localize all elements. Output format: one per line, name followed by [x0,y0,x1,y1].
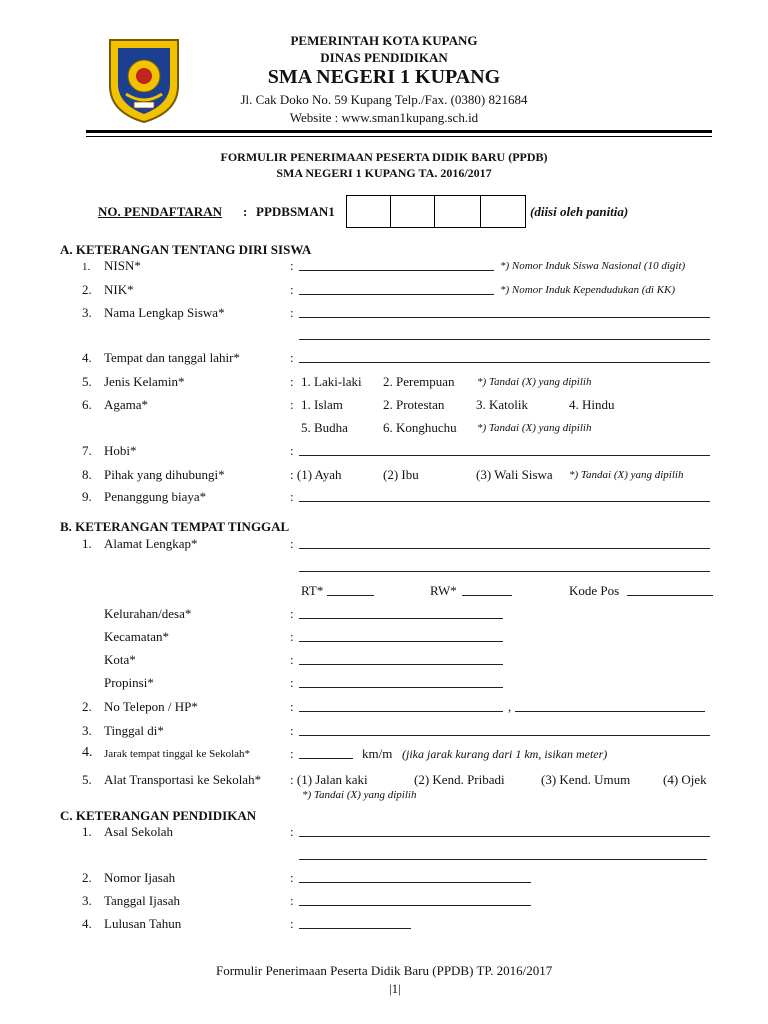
hp-field[interactable] [515,711,705,712]
form-subtitle: SMA NEGERI 1 KUPANG TA. 2016/2017 [276,166,492,180]
tgl-ijasah-number: 3. [82,893,92,908]
registration-note: (diisi oleh panitia) [530,204,629,219]
nik-number: 2. [82,282,92,297]
agama-option-islam[interactable]: 1. Islam [301,397,343,412]
tgl-ijasah-label: Tanggal Ijasah [104,893,180,908]
kodepos-field[interactable] [627,595,713,596]
registration-box-4[interactable] [480,195,526,228]
jarak-colon: : [290,746,294,761]
biaya-colon: : [290,489,294,504]
header-divider [86,130,712,133]
kelurahan-colon: : [290,606,294,621]
agama-label: Agama* [104,397,149,412]
alamat-field[interactable] [299,548,710,549]
ijasah-colon: : [290,870,294,885]
transport-option-umum[interactable]: (3) Kend. Umum [541,772,631,787]
hobi-colon: : [290,443,294,458]
asal-number: 1. [82,824,92,839]
pihak-label: Pihak yang dihubungi* [104,467,225,482]
ttl-field[interactable] [299,362,710,363]
telp-field[interactable] [299,711,503,712]
kecamatan-field[interactable] [299,641,503,642]
hobi-field[interactable] [299,455,710,456]
footer-text: Formulir Penerimaan Peserta Didik Baru (PPDB) TP. 2016/2017 [216,963,553,978]
agama-option-budha[interactable]: 5. Budha [301,420,348,435]
jk-label: Jenis Kelamin* [104,374,185,389]
hobi-number: 7. [82,443,92,458]
registration-prefix: PPDBSMAN1 [256,204,335,219]
telp-colon: : [290,699,294,714]
biaya-label: Penanggung biaya* [104,489,207,504]
rt-field[interactable] [327,595,374,596]
section-b-title: B. KETERANGAN TEMPAT TINGGAL [60,519,290,534]
nama-label: Nama Lengkap Siswa* [104,305,225,320]
agama-option-konghuchu[interactable]: 6. Konghuchu [383,420,457,435]
registration-label: NO. PENDAFTARAN [98,204,222,219]
jarak-number: 4. [82,745,93,760]
agama-colon: : [290,397,294,412]
kecamatan-colon: : [290,629,294,644]
jarak-note: (jika jarak kurang dari 1 km, isikan meter) [402,747,608,761]
lulus-label: Lulusan Tahun [104,916,182,931]
tinggal-label: Tinggal di* [104,723,164,738]
nama-field-2[interactable] [299,339,710,340]
school-website: Website : www.sman1kupang.sch.id [289,110,479,125]
ijasah-number: 2. [82,870,92,885]
tinggal-number: 3. [82,723,92,738]
registration-colon: : [243,204,248,219]
nik-colon: : [290,282,294,297]
propinsi-field[interactable] [299,687,503,688]
kelurahan-field[interactable] [299,618,503,619]
ttl-label: Tempat dan tanggal lahir* [104,350,240,365]
tinggal-colon: : [290,723,294,738]
lulus-field[interactable] [299,928,411,929]
tgl-ijasah-field[interactable] [299,905,531,906]
school-address: Jl. Cak Doko No. 59 Kupang Telp./Fax. (0380) 821684 [240,92,528,107]
jk-option-female[interactable]: 2. Perempuan [383,374,455,389]
jarak-label: Jarak tempat tinggal ke Sekolah* [104,748,251,760]
alamat-field-2[interactable] [299,571,710,572]
registration-box-1[interactable] [346,195,391,228]
asal-field-2[interactable] [299,859,707,860]
nisn-field[interactable] [299,270,494,271]
agama-option-hindu[interactable]: 4. Hindu [569,397,615,412]
kota-label: Kota* [104,652,136,667]
header-divider-thin [86,136,712,137]
agama-option-katolik[interactable]: 3. Katolik [476,397,528,412]
ijasah-label: Nomor Ijasah [104,870,176,885]
nisn-colon: : [290,258,294,273]
rt-label: RT* [301,583,324,598]
section-a-title: A. KETERANGAN TENTANG DIRI SISWA [60,242,312,257]
nik-note: *) Nomor Induk Kependudukan (di KK) [500,284,676,296]
nama-colon: : [290,305,294,320]
jarak-field[interactable] [299,758,353,759]
telp-label: No Telepon / HP* [104,699,198,714]
page-number: |1| [389,981,401,996]
registration-box-2[interactable] [390,195,435,228]
rw-field[interactable] [462,595,512,596]
transport-option-ojek[interactable]: (4) Ojek [663,772,707,787]
alamat-colon: : [290,536,294,551]
jk-number: 5. [82,374,92,389]
transport-label: Alat Transportasi ke Sekolah* [104,772,262,787]
kecamatan-label: Kecamatan* [104,629,169,644]
school-name: SMA NEGERI 1 KUPANG [267,66,501,88]
nama-number: 3. [82,305,92,320]
lulus-colon: : [290,916,294,931]
asal-label: Asal Sekolah [104,824,173,839]
form-title: FORMULIR PENERIMAAN PESERTA DIDIK BARU (PPDB) [220,150,548,164]
propinsi-label: Propinsi* [104,675,154,690]
kodepos-label: Kode Pos [569,583,620,598]
propinsi-colon: : [290,675,294,690]
transport-note: *) Tandai (X) yang dipilih [302,789,417,801]
transport-option-pribadi[interactable]: (2) Kend. Pribadi [414,772,505,787]
pihak-option-wali[interactable]: (3) Wali Siswa [476,467,553,482]
pihak-option-ayah[interactable]: : (1) Ayah [290,467,342,482]
nik-field[interactable] [299,294,494,295]
registration-box-3[interactable] [434,195,481,228]
ttl-colon: : [290,350,294,365]
nisn-number: 1. [82,261,91,273]
section-c-title: C. KETERANGAN PENDIDIKAN [60,808,257,823]
tgl-ijasah-colon: : [290,893,294,908]
kota-field[interactable] [299,664,503,665]
ttl-number: 4. [82,350,92,365]
hobi-label: Hobi* [104,443,137,458]
alamat-label: Alamat Lengkap* [104,536,198,551]
jk-note: *) Tandai (X) yang dipilih [477,376,592,388]
nisn-note: *) Nomor Induk Siswa Nasional (10 digit) [500,260,686,272]
kelurahan-label: Kelurahan/desa* [104,606,192,621]
asal-field[interactable] [299,836,710,837]
agama-note: *) Tandai (X) yang dipilih [477,422,592,434]
kota-colon: : [290,652,294,667]
transport-option-jalan[interactable]: : (1) Jalan kaki [290,772,368,787]
telp-separator: , [508,699,512,714]
lulus-number: 4. [82,916,92,931]
asal-colon: : [290,824,294,839]
jk-option-male[interactable]: 1. Laki-laki [301,374,362,389]
biaya-number: 9. [82,489,92,504]
nisn-label: NISN* [104,258,141,273]
pihak-note: *) Tandai (X) yang dipilih [569,469,684,481]
jk-colon: : [290,374,294,389]
biaya-field[interactable] [299,501,710,502]
pihak-number: 8. [82,467,92,482]
nik-label: NIK* [104,282,134,297]
pihak-option-ibu[interactable]: (2) Ibu [383,467,419,482]
header-line1: PEMERINTAH KOTA KUPANG [290,33,478,48]
transport-number: 5. [82,772,92,787]
agama-number: 6. [82,397,92,412]
nama-field[interactable] [299,317,710,318]
rw-label: RW* [430,583,457,598]
agama-option-protestan[interactable]: 2. Protestan [383,397,445,412]
telp-number: 2. [82,699,92,714]
alamat-number: 1. [82,536,92,551]
header-line2: DINAS PENDIDIKAN [320,50,448,65]
ijasah-field[interactable] [299,882,531,883]
jarak-unit: km/m [362,746,393,761]
tinggal-field[interactable] [299,735,710,736]
